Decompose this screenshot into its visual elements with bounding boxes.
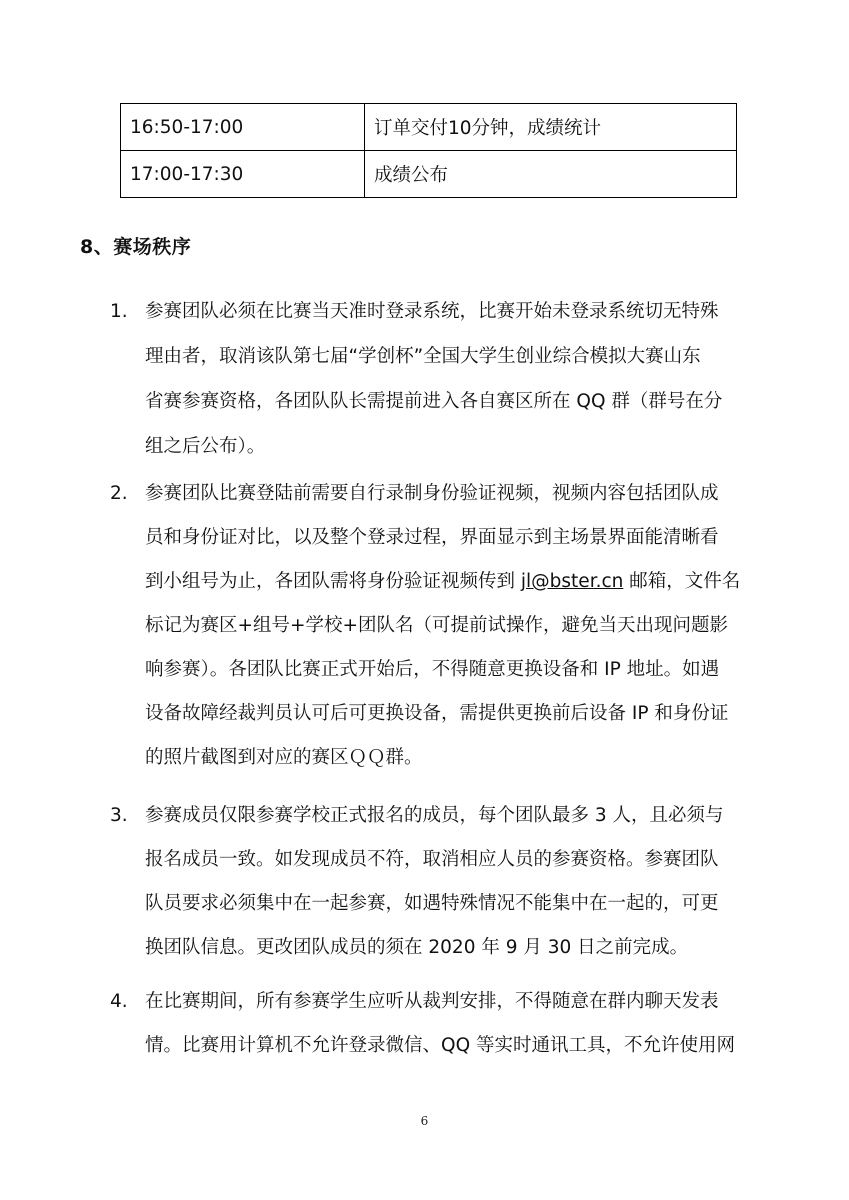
- table-row: [121, 151, 737, 198]
- rule-text: 到小组号为止，各团队需将身份验证视频传到: [145, 571, 521, 592]
- rule-line: 组之后公布）。: [145, 436, 266, 457]
- table-row: [121, 104, 737, 151]
- rule-line: 的照片截图到对应的赛区ＱＱ群。: [145, 747, 423, 768]
- rule-number: 4.: [110, 991, 128, 1012]
- rule-line: 换团队信息。更改团队成员的须在 2020 年 9 月 30 日之前完成。: [145, 937, 689, 958]
- activity-cell: 订单交付10分钟，成绩统计: [365, 104, 737, 151]
- rule-line: 报名成员一致。如发现成员不符，取消相应人员的参赛资格。参赛团队: [145, 849, 719, 870]
- email-link[interactable]: jl@bster.cn: [520, 571, 624, 592]
- rule-line: 省赛参赛资格，各团队队长需提前进入各自赛区所在 QQ 群（群号在分: [145, 391, 723, 412]
- rule-line: 参赛团队比赛登陆前需要自行录制身份验证视频，视频内容包括团队成: [145, 483, 719, 504]
- rule-number: 3.: [110, 805, 128, 826]
- rule-line: 参赛成员仅限参赛学校正式报名的成员，每个团队最多 3 人，且必须与: [145, 805, 724, 826]
- rule-number: 2.: [110, 483, 128, 504]
- section-heading: 8、赛场秩序: [80, 236, 192, 258]
- activity-cell: 成绩公布: [365, 151, 737, 198]
- rule-line: 情。比赛用计算机不允许登录微信、QQ 等实时通讯工具，不允许使用网: [145, 1035, 736, 1056]
- rule-line: 参赛团队必须在比赛当天准时登录系统，比赛开始未登录系统切无特殊: [145, 301, 719, 322]
- schedule-table: [120, 103, 737, 198]
- time-cell: 16:50-17:00: [121, 104, 365, 151]
- rule-line-email: [145, 562, 740, 602]
- time-cell: 17:00-17:30: [121, 151, 365, 198]
- rule-line: 员和身份证对比，以及整个登录过程，界面显示到主场景界面能清晰看: [145, 527, 719, 548]
- rule-line: 队员要求必须集中在一起参赛，如遇特殊情况不能集中在一起的，可更: [145, 893, 719, 914]
- rule-number: 1.: [110, 301, 128, 322]
- rule-text: 邮箱，文件名: [623, 571, 741, 592]
- page-number: 6: [420, 1114, 429, 1128]
- rule-line: 设备故障经裁判员认可后可更换设备，需提供更换前后设备 IP 和身份证: [145, 703, 729, 724]
- rule-line: 响参赛）。各团队比赛正式开始后，不得随意更换设备和 IP 地址。如遇: [145, 659, 720, 680]
- rule-line: 理由者，取消该队第七届“学创杯”全国大学生创业综合模拟大赛山东: [145, 346, 701, 367]
- rule-line: 在比赛期间，所有参赛学生应听从裁判安排，不得随意在群内聊天发表: [145, 991, 719, 1012]
- rule-line: 标记为赛区+组号+学校+团队名（可提前试操作，避免当天出现问题影: [145, 615, 729, 636]
